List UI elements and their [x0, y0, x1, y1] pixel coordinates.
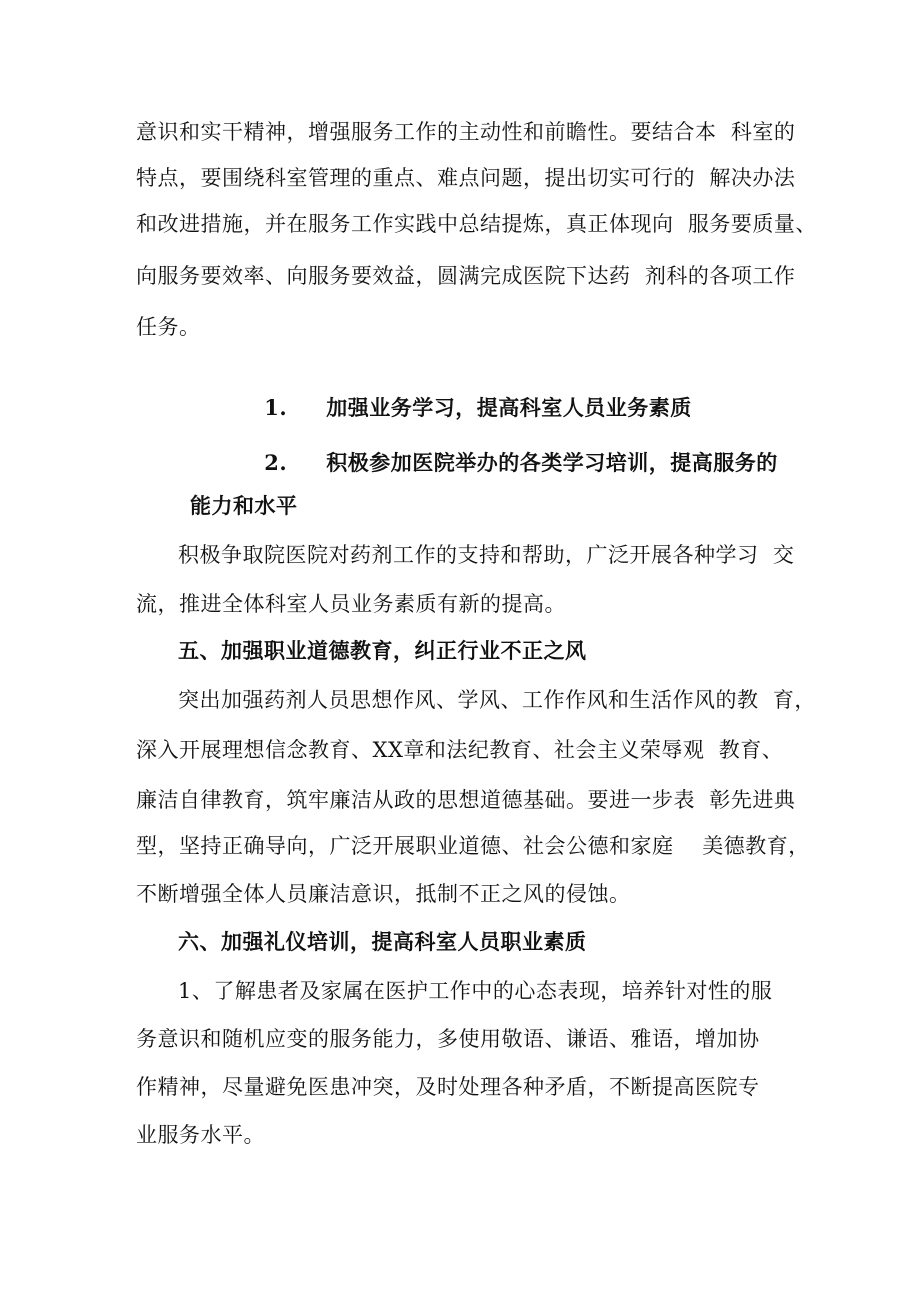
paragraph-line: 1、了解患者及家属在医护工作中的心态表现，培养针对性的服 [178, 979, 773, 1003]
paragraph-line: 务意识和随机应变的服务能力，多使用敬语、谦语、雅语，增加协 [136, 1027, 760, 1051]
list-text: 加强业务学习，提高科室人员业务素质 [326, 395, 692, 420]
paragraph-line: 业服务水平。 [136, 1123, 265, 1147]
paragraph-line: 作精神，尽量避免医患冲突，及时处理各种矛盾，不断提高医院专 [136, 1075, 760, 1099]
paragraph-line: 廉洁自律教育，筑牢廉洁从政的思想道德基础。要进一步表 彰先进典 [136, 788, 796, 812]
list-continuation: 能力和水平 [190, 493, 298, 518]
paragraph-line: 不断增强全体人员廉洁意识，抵制不正之风的侵蚀。 [136, 882, 631, 906]
section-heading: 五、加强职业道德教育，纠正行业不正之风 [178, 638, 587, 663]
paragraph-line: 流，推进全体科室人员业务素质有新的提高。 [136, 592, 566, 616]
paragraph-line: 意识和实干精神，增强服务工作的主动性和前瞻性。要结合本 科室的 [136, 120, 796, 144]
paragraph-line: 特点，要围绕科室管理的重点、难点问题，提出切实可行的 解决办法 [136, 166, 796, 190]
paragraph-line: 向服务要效率、向服务要效益，圆满完成医院下达药 剂科的各项工作 [136, 264, 796, 288]
list-number: 2. [264, 450, 288, 475]
paragraph-line: 深入开展理想信念教育、XX章和法纪教育、社会主义荣辱观 教育、 [136, 738, 784, 762]
list-item [233, 424, 778, 502]
list-text: 积极参加医院举办的各类学习培训，提高服务的 [326, 450, 778, 475]
section-heading: 六、加强礼仪培训，提高科室人员职业素质 [178, 929, 587, 954]
paragraph-line: 型，坚持正确导向，广泛开展职业道德、社会公德和家庭 美德教育， [136, 834, 810, 858]
paragraph-line: 和改进措施，并在服务工作实践中总结提炼，真正体现向 服务要质量、 [136, 212, 817, 236]
paragraph-line: 任务。 [136, 315, 201, 339]
paragraph-line: 突出加强药剂人员思想作风、学风、工作作风和生活作风的教 育， [178, 688, 816, 712]
paragraph-line: 积极争取院医院对药剂工作的支持和帮助，广泛开展各种学习 交 [178, 543, 795, 567]
list-number: 1. [264, 395, 288, 420]
